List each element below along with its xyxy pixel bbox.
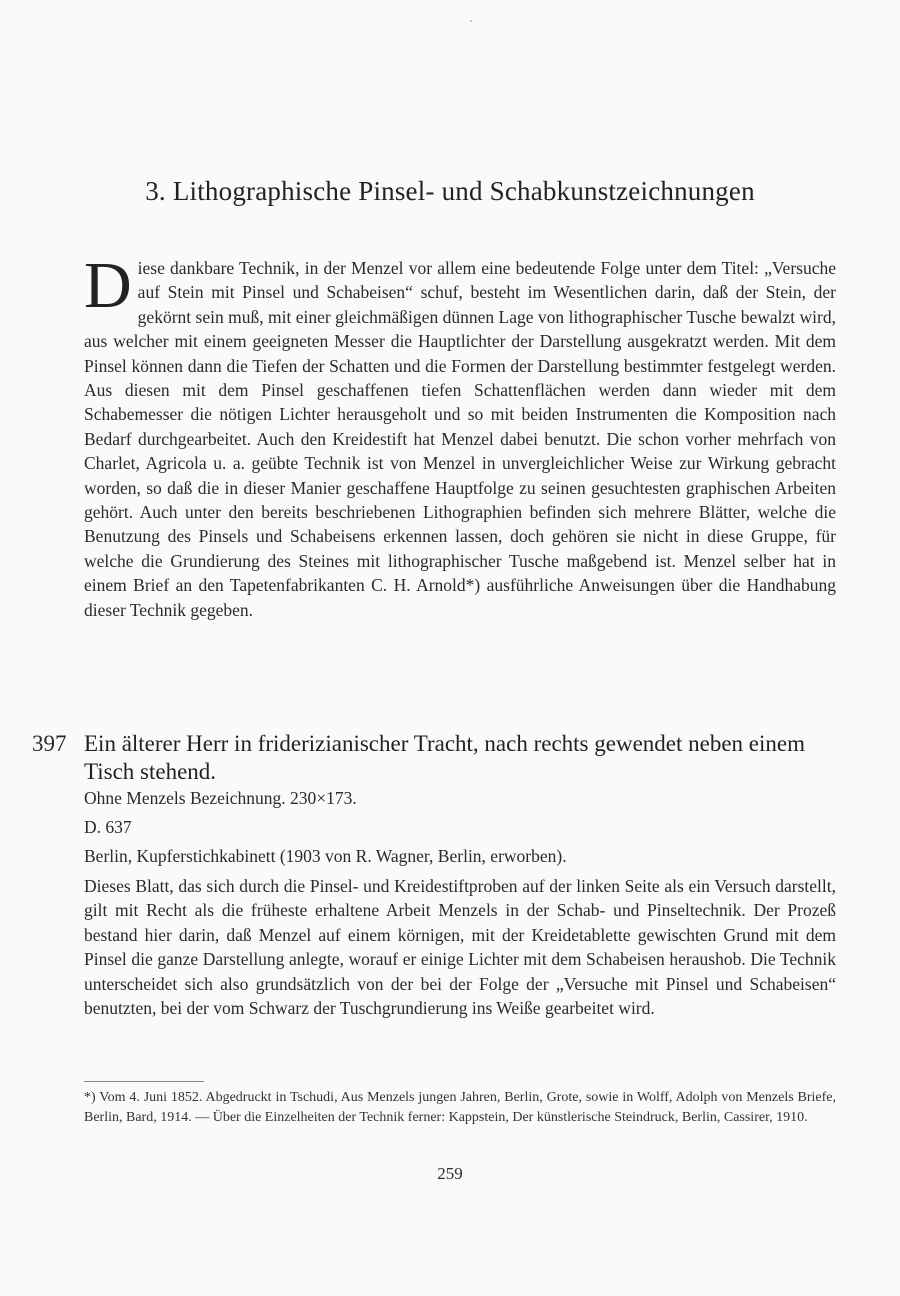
entry-catalog-ref: D. 637 <box>84 817 132 837</box>
section-title: 3. Lithographische Pinsel- und Schabkunstzeichnungen <box>145 176 755 206</box>
intro-paragraph <box>84 249 836 622</box>
entry-description: Dieses Blatt, das sich durch die Pinsel- und Kreidestiftproben auf der linken Seite als ein Versuch darstellt, gilt mit Recht als die früheste erhaltene Arbeit Menzels in der Schab- und Pinseltechnik. Der Prozeß bestand hier darin, daß Menzel auf einem körnigen, mit der Kreidetablette gewischten Grund mit dem Pinsel die ganze Darstellung anlegte, worauf er einige Lichter mit dem Schabeisen heraushob. Die Technik unterscheidet sich also grundsätzlich von der bei der Folge der „Versuche mit Pinsel und Schabeisen“ benutzten, bei der vom Schwarz der Tuschgrundierung ins Weiße gearbeitet wird. <box>84 876 836 1019</box>
entry-number: 397 <box>32 731 67 756</box>
footnote-rule <box>84 1081 204 1082</box>
entry-collection: Berlin, Kupferstichkabinett (1903 von R. Wagner, Berlin, erworben). <box>84 846 567 866</box>
entry-signature: Ohne Menzels Bezeichnung. 230×173. <box>84 788 357 808</box>
intro-text: iese dankbare Technik, in der Menzel vor allem eine bedeutende Folge unter dem Titel: „Versuche auf Stein mit Pinsel und Schabeisen“ schuf, besteht im Wesentlichen darin, daß der Stein, der gekörnt sein muß, mit einer gleichmäßigen dünnen Lage von lithographischer Tusche bewalzt wird, aus welcher mit einem geeigneten Messer die Hauptlichter der Darstellung ausgekratzt werden. Mit dem Pinsel können dann die Tiefen der Schatten und die Formen der Darstellung bestimmter festgelegt werden. Aus diesen mit dem Pinsel geschaffenen tiefen Schattenflächen werden dann wieder mit dem Schabemesser die nötigen Lichter herausgeholt und so mit beiden Instrumenten die Komposition nach Bedarf durchgearbeitet. Auch den Kreidestift hat Menzel dabei benutzt. Die schon vorher mehrfach von Charlet, Agricola u. a. geübte Technik ist von Menzel in unvergleichlicher Weise zur Wirkung gebracht worden, so daß die in dieser Manier geschaffene Hauptfolge zu seinen gesuchtesten graphischen Arbeiten gehört. Auch unter den bereits beschriebenen Lithographien befinden sich mehrere Blätter, welche die Benutzung des Pinsels und Schabeisens erkennen lassen, doch gehören sie nicht in diese Gruppe, für welche die Grundierung des Steines mit lithographischer Tusche maßgebend ist. Menzel selber hat in einem Brief an den Tapetenfabrikanten C. H. Arnold*) ausführliche Anweisungen über die Handhabung dieser Technik gegeben. <box>84 258 836 620</box>
drop-cap: D <box>84 249 132 322</box>
page-number: 259 <box>437 1164 463 1183</box>
print-speck <box>470 20 472 22</box>
footnote: *) Vom 4. Juni 1852. Abgedruckt in Tschudi, Aus Menzels jungen Jahren, Berlin, Grote, sowie in Wolff, Adolph von Menzels Briefe, Berlin, Bard, 1914. — Über die Einzelheiten der Technik ferner: Kappstein, Der künstlerische Steindruck, Berlin, Cassirer, 1910. <box>84 1090 836 1125</box>
entry-title: Ein älterer Herr in friderizianischer Tracht, nach rechts gewendet neben einem Tisch stehend. <box>84 731 805 784</box>
